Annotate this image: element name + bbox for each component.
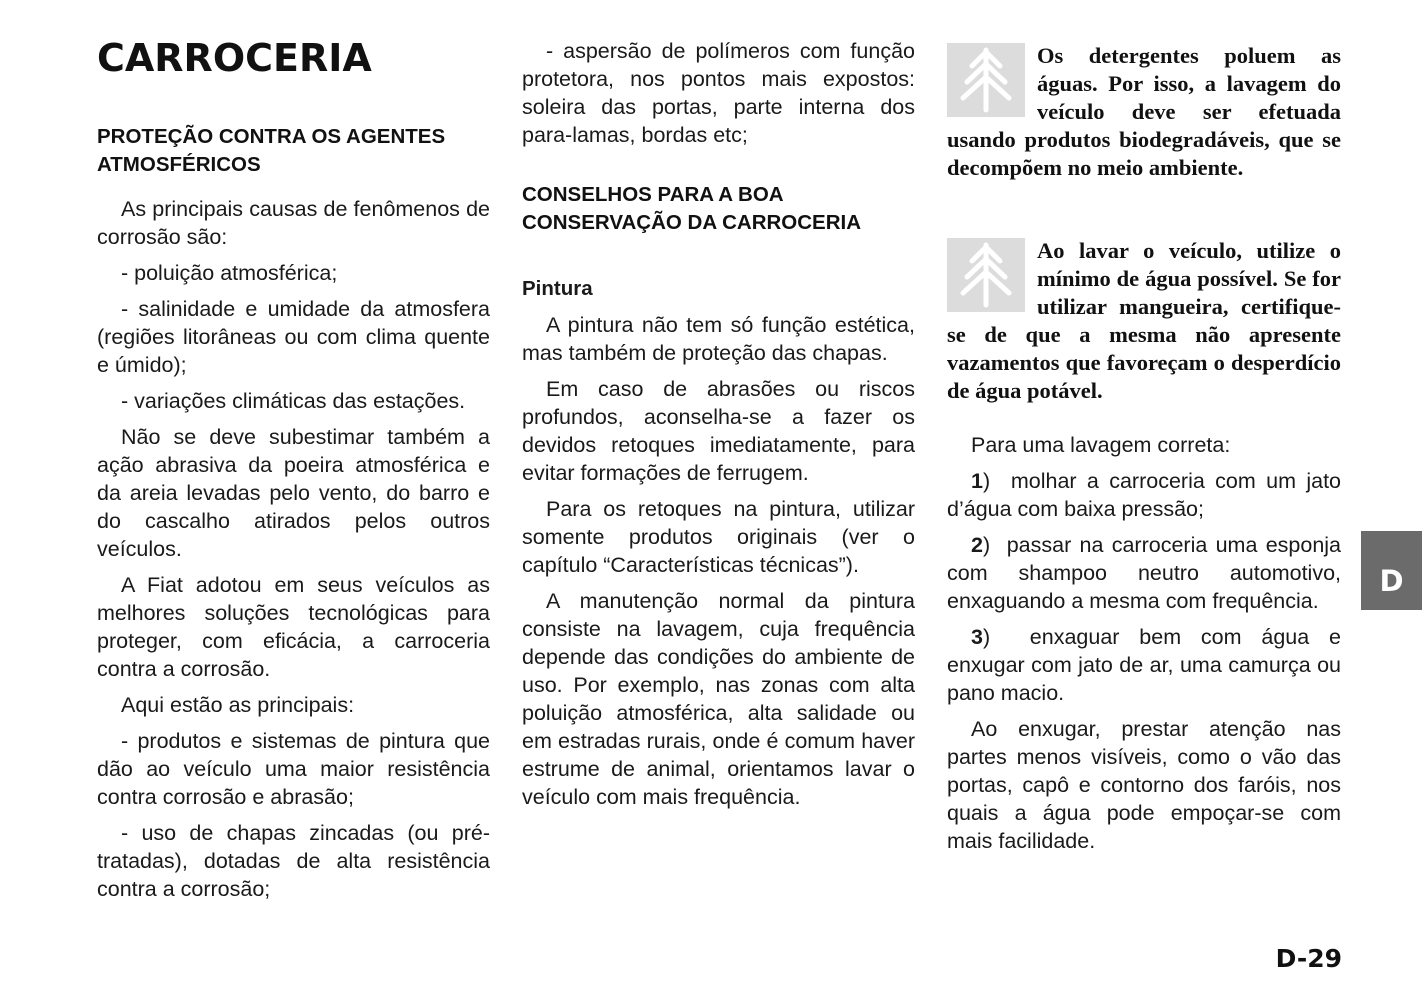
subheading-pintura: Pintura [522, 277, 593, 300]
tree-icon [947, 238, 1025, 312]
list-item: - variações climáticas das estações. [121, 389, 466, 413]
note-2-text: Ao lavar o veículo, utilize o mínimo de água possível. Se for utilizar mangueira, certifique-se de que a mesma não apresente vazamentos que favoreçam o desperdício de água potável. [947, 238, 1341, 403]
step-item: 1) molhar a carroceria com um jato d’água com baixa pressão; [947, 469, 1342, 521]
step-number: 3 [971, 625, 983, 649]
paragraph: A manutenção normal da pintura consiste na lavagem, cuja frequência depende das condições do ambiente de uso. Por exemplo, nas zonas com alta poluição atmosférica, alta salidade ou em estradas rurais, onde é comum haver estrume de animal, orientamos lavar o veículo com mais frequência. [522, 589, 915, 809]
list-item: - produtos e sistemas de pintura que dão ao veículo uma maior resistência contra corrosão e abrasão; [97, 729, 490, 809]
column-2 [522, 0, 915, 811]
column-1 [97, 0, 490, 903]
list-item: - salinidade e umidade da atmosfera (regiões litorâneas ou com clima quente e úmido); [97, 297, 490, 377]
step-text: passar na carroceria uma esponja com shampoo neutro automotivo, enxaguando a mesma com frequência. [947, 533, 1342, 613]
step-number: 2 [971, 533, 983, 557]
list-item: - uso de chapas zincadas (ou pré-tratadas), dotadas de alta resistência contra a corrosão; [97, 821, 490, 901]
paragraph: As principais causas de fenômenos de corrosão são: [97, 197, 490, 249]
list-item: - poluição atmosférica; [121, 261, 338, 285]
section-heading-conservation: CONSELHOS PARA A BOA CONSERVAÇÃO DA CARROCERIA [522, 183, 862, 234]
step-text: enxaguar bem com água e enxugar com jato de ar, uma camurça ou pano macio. [947, 625, 1341, 705]
paragraph: A Fiat adotou em seus veículos as melhores soluções tecnológicas para proteger, com eficácia, a carroceria contra a corrosão. [97, 573, 490, 681]
paragraph: A pintura não tem só função estética, mas também de proteção das chapas. [522, 313, 915, 365]
list-item: - aspersão de polímeros com função protetora, nos pontos mais expostos: soleira das portas, parte interna dos para-lamas, bordas etc; [522, 39, 915, 147]
paragraph: Não se deve subestimar também a ação abrasiva da poeira atmosférica e da areia levadas pelo vento, do barro e do cascalho atirados pelos outros veículos. [97, 425, 490, 561]
step-number: 1 [971, 469, 983, 493]
step-item: 2) passar na carroceria uma esponja com shampoo neutro automotivo, enxaguando a mesma com frequência. [947, 533, 1342, 613]
tree-icon [947, 43, 1025, 117]
column-3 [947, 0, 1341, 855]
paragraph: Para os retoques na pintura, utilizar somente produtos originais (ver o capítulo “Características técnicas”). [522, 497, 915, 577]
step-text: molhar a carroceria com um jato d’água com baixa pressão; [947, 469, 1342, 521]
environment-note-1 [947, 42, 1341, 182]
paragraph: Em caso de abrasões ou riscos profundos, aconselha-se a fazer os devidos retoques imediatamente, para evitar formações de ferrugem. [522, 377, 915, 485]
section-tab: D [1361, 531, 1422, 610]
page-number: D-29 [1275, 944, 1342, 973]
note-1-text: Os detergentes poluem as águas. Por isso, a lavagem do veículo deve ser efetuada usando produtos biodegradáveis, que se decompõem no meio ambiente. [947, 43, 1341, 180]
section-heading-protection: PROTEÇÃO CONTRA OS AGENTES ATMOSFÉRICOS [97, 125, 446, 176]
step-item: 3) enxaguar bem com água e enxugar com jato de ar, uma camurça ou pano macio. [947, 625, 1341, 705]
environment-note-2 [947, 237, 1341, 405]
page-title: CARROCERIA [97, 36, 372, 80]
paragraph: Ao enxugar, prestar atenção nas partes menos visíveis, como o vão das portas, capô e contorno dos faróis, nos quais a água pode empoçar-se com mais facilidade. [947, 717, 1341, 853]
paragraph: Aqui estão as principais: [121, 693, 355, 717]
paragraph: Para uma lavagem correta: [971, 433, 1231, 457]
